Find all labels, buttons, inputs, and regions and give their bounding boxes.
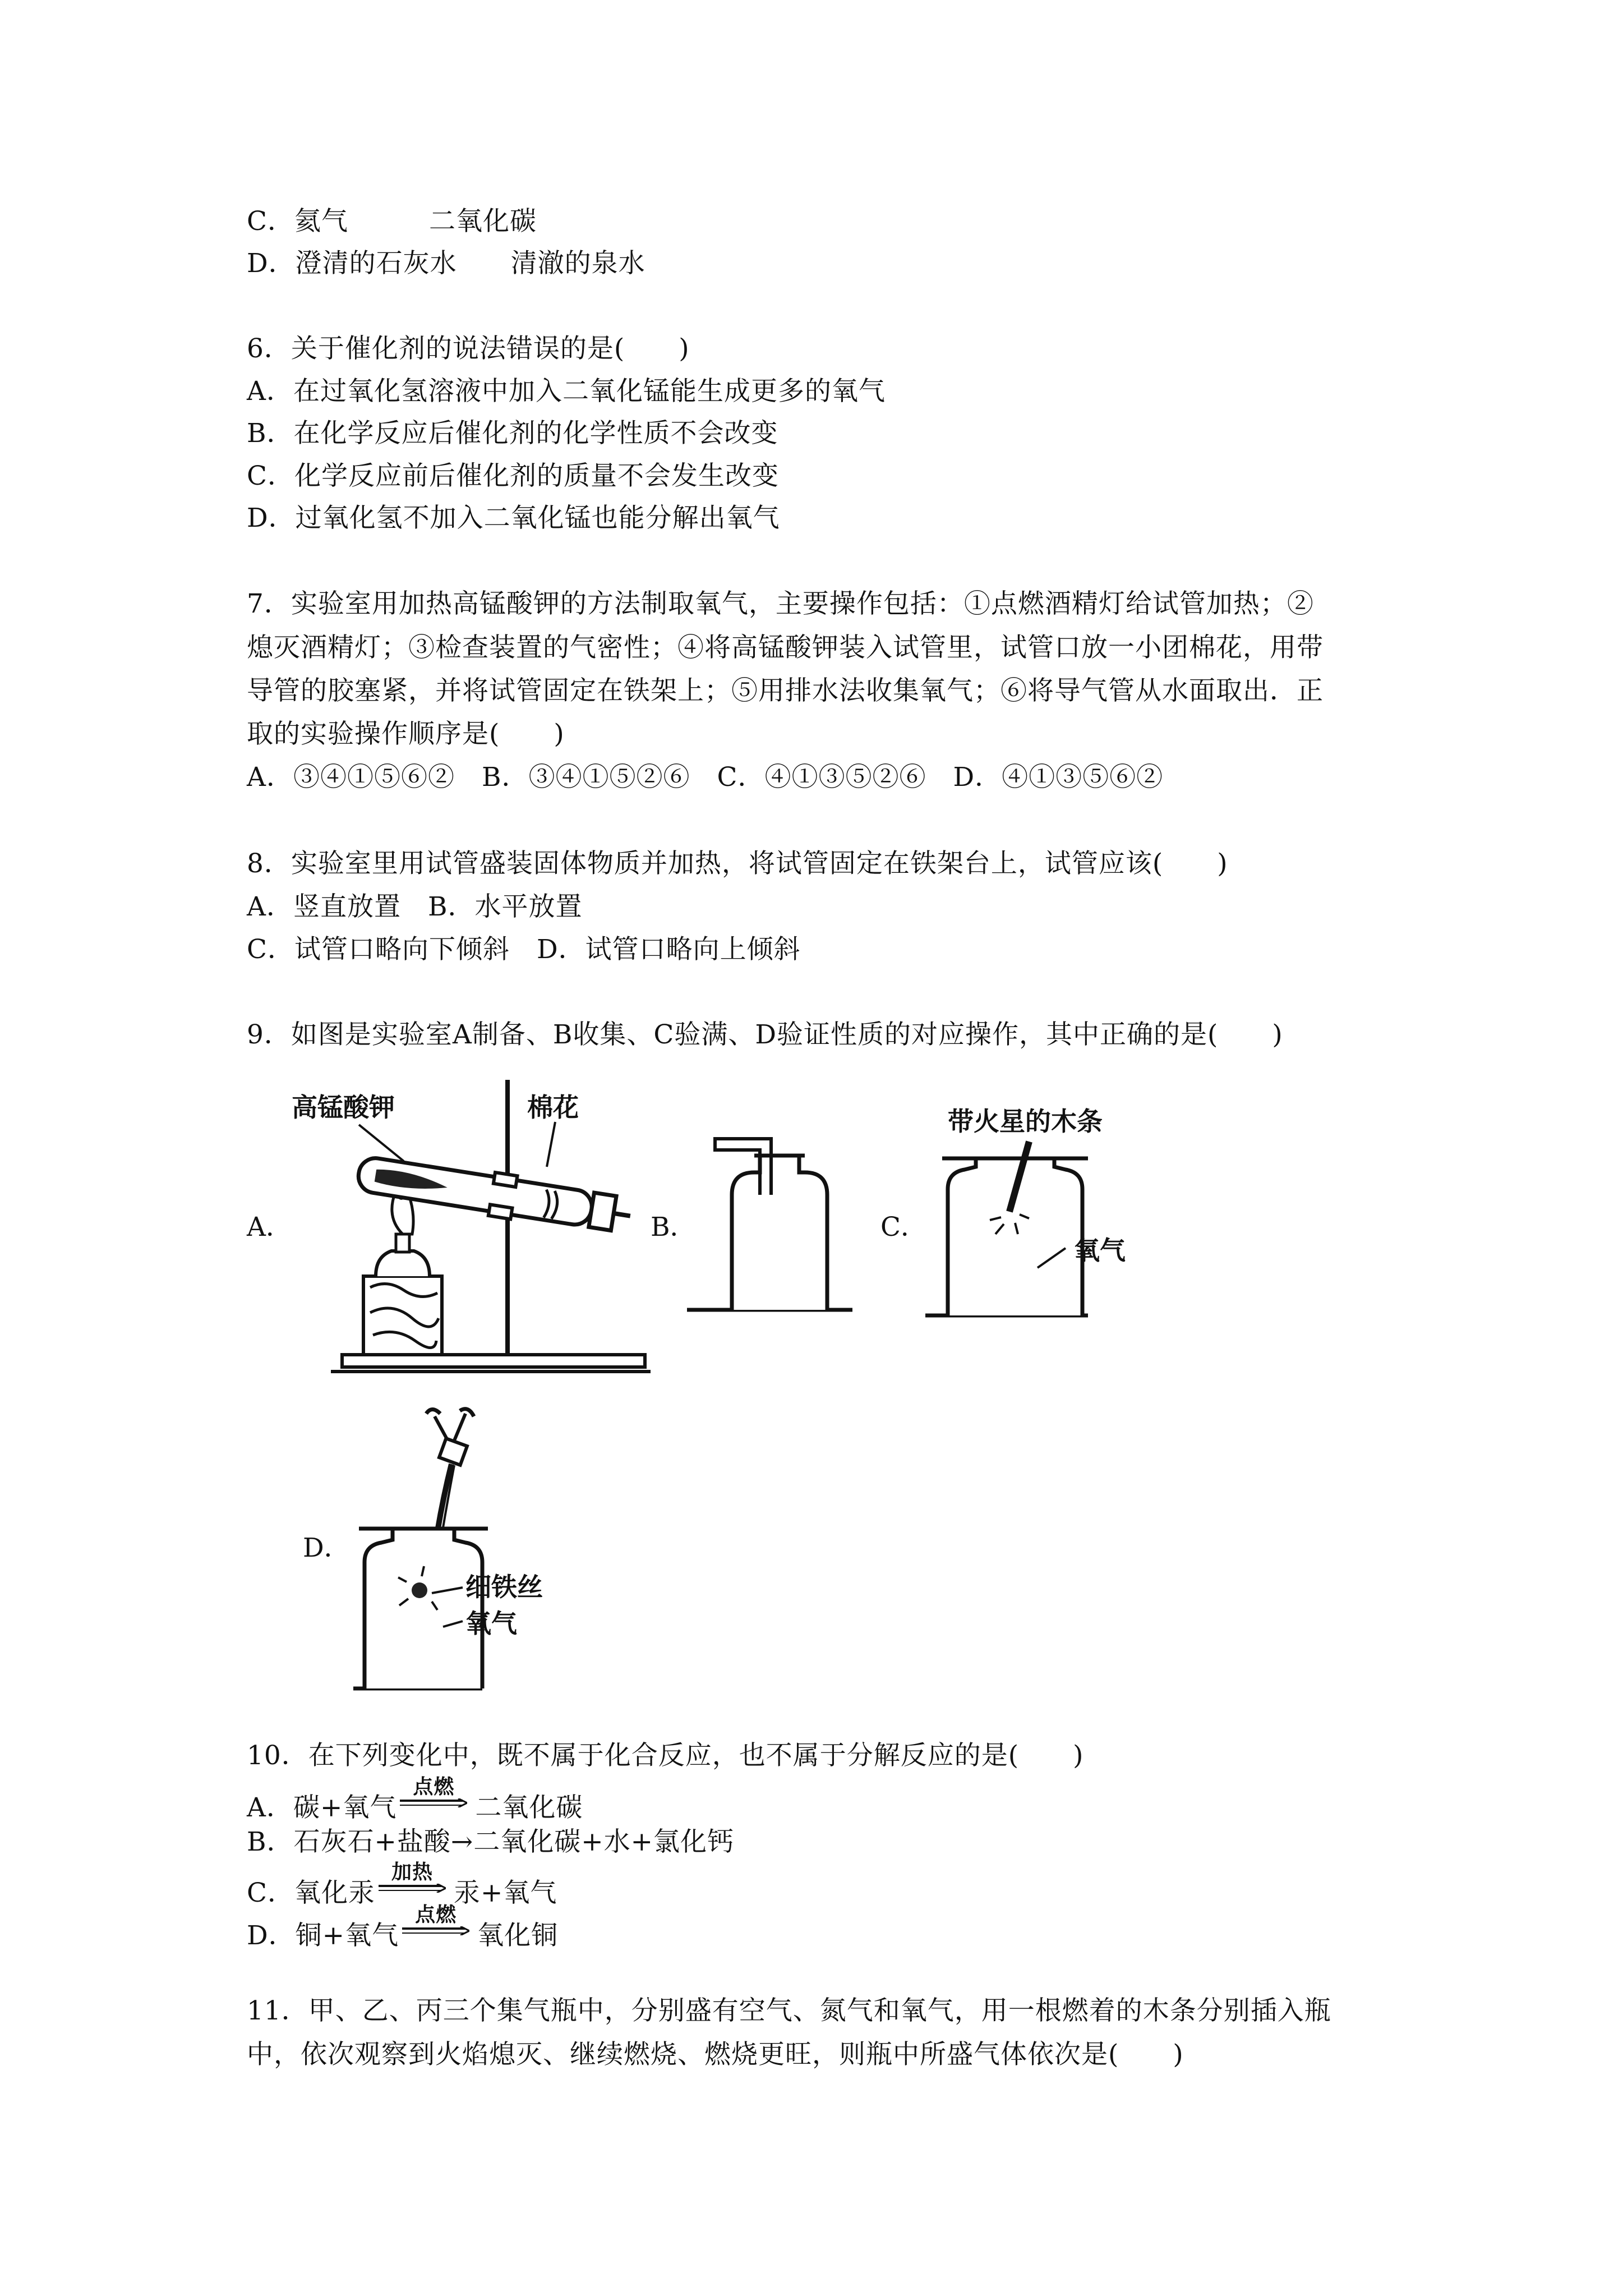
- q8-options-ab: A．竖直放置 B．水平放置: [247, 891, 583, 922]
- q7-stem-line-1: 7．实验室用加热高锰酸钾的方法制取氧气，主要操作包括：①点燃酒精灯给试管加热；②: [247, 588, 1314, 619]
- q6-option-b: B．在化学反应后催化剂的化学性质不会改变: [247, 418, 778, 449]
- q10-option-b: B．石灰石+盐酸→二氧化碳+水+氯化钙: [247, 1826, 735, 1857]
- figure-d-iron-wire: [348, 1402, 606, 1694]
- reaction-arrow: [379, 1861, 446, 1902]
- figure-b-collection-bottle: [687, 1128, 855, 1318]
- label-glowing-stick: 带火星的木条: [948, 1106, 1103, 1137]
- label-oxygen-c: 氧气: [1074, 1235, 1126, 1266]
- figure-label-a: A．: [247, 1212, 292, 1243]
- figure-label-d: D．: [303, 1533, 351, 1563]
- q8-stem: 8．实验室里用试管盛装固体物质并加热，将试管固定在铁架台上，试管应该( ): [247, 848, 1228, 879]
- figure-a-apparatus: [292, 1077, 651, 1380]
- q7-stem-line-4: 取的实验操作顺序是( ): [247, 719, 565, 749]
- q6-stem: 6．关于催化剂的说法错误的是( ): [247, 333, 690, 364]
- q8-options-cd: C．试管口略向下倾斜 D．试管口略向上倾斜: [247, 934, 801, 965]
- label-oxygen-d: 氧气: [465, 1608, 517, 1639]
- q10-d-products: 氧化铜: [477, 1920, 559, 1951]
- q10-d-reactants: D．铜+氧气: [247, 1920, 399, 1951]
- q6-option-c: C．化学反应前后催化剂的质量不会发生改变: [247, 461, 779, 491]
- q10-a-products: 二氧化碳: [475, 1792, 583, 1823]
- label-iron-wire: 细铁丝: [465, 1572, 543, 1602]
- figure-label-c: C．: [880, 1212, 927, 1243]
- q6-option-a: A．在过氧化氢溶液中加入二氧化锰能生成更多的氧气: [247, 376, 886, 407]
- q9-stem: 9．如图是实验室A制备、B收集、C验满、D验证性质的对应操作，其中正确的是( ): [247, 1019, 1283, 1050]
- q10-stem: 10．在下列变化中，既不属于化合反应，也不属于分解反应的是( ): [247, 1740, 1084, 1771]
- q7-stem-line-2: 熄灭酒精灯；③检查装置的气密性；④将高锰酸钾装入试管里，试管口放一小团棉花，用带: [247, 632, 1324, 663]
- label-cotton: 棉花: [527, 1092, 579, 1122]
- q10-a-reactants: A．碳+氧气: [247, 1792, 397, 1823]
- reaction-condition: 点燃: [415, 1903, 457, 1926]
- reaction-arrow: [400, 1775, 467, 1816]
- figure-c-oxygen-test: [925, 1099, 1161, 1324]
- q10-c-reactants: C．氧化汞: [247, 1878, 375, 1908]
- q10-option-d: [247, 1903, 559, 1953]
- reaction-arrow: [402, 1903, 469, 1944]
- label-kmno4: 高锰酸钾: [292, 1092, 395, 1122]
- reaction-condition: 加热: [391, 1861, 433, 1884]
- q7-options: A．③④①⑤⑥② B．③④①⑤②⑥ C．④①③⑤②⑥ D．④①③⑤⑥②: [247, 762, 1164, 793]
- q10-c-products: 汞+氧气: [453, 1878, 557, 1908]
- reaction-condition: 点燃: [413, 1775, 455, 1798]
- figure-label-b: B．: [651, 1212, 697, 1243]
- q6-option-d: D．过氧化氢不加入二氧化锰也能分解出氧气: [247, 503, 780, 533]
- q7-stem-line-3: 导管的胶塞紧，并将试管固定在铁架上；⑤用排水法收集氧气；⑥将导气管从水面取出．正: [247, 675, 1324, 706]
- q11-stem-line-2: 中，依次观察到火焰熄灭、继续燃烧、燃烧更旺，则瓶中所盛气体依次是( ): [247, 2039, 1184, 2070]
- q5-option-c: C．氦气 二氧化碳: [247, 206, 537, 237]
- q11-stem-line-1: 11．甲、乙、丙三个集气瓶中，分别盛有空气、氮气和氧气，用一根燃着的木条分别插入瓶: [247, 1995, 1331, 2026]
- q10-option-a: [247, 1775, 583, 1825]
- q5-option-d: D．澄清的石灰水 清澈的泉水: [247, 248, 645, 279]
